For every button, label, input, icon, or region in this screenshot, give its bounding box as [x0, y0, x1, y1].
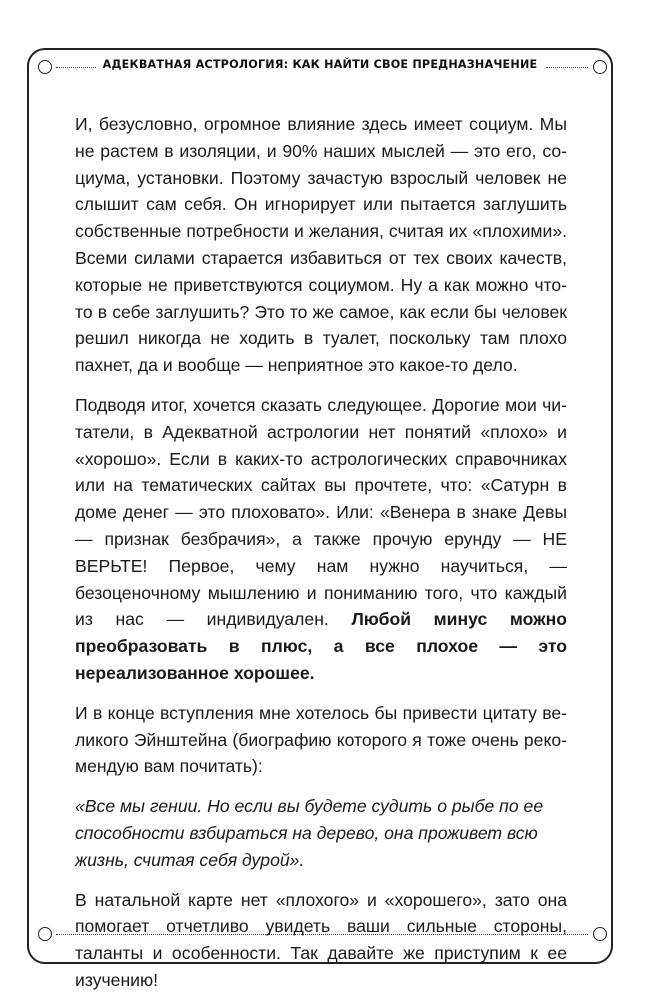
- binder-ring-top-right: [593, 60, 607, 74]
- binder-ring-bottom-right: [593, 927, 607, 941]
- binder-ring-top-left: [38, 60, 52, 74]
- paragraph-summary-text: Подводя итог, хочется сказать следующее. Дорогие мои читатели, в Адекватной астрологии нет понятий «плохо» и «хорошо». Если в каких-то астрологических справочниках или на тематических сайтах вы прочтете, что: «Сатурн в доме денег — это плоховато». Или: «Венера в знаке Девы — признак безбрачия», а также прочую ерунду — НЕ ВЕРЬТЕ! Первое, чему нам нужно научиться, — безоценочному мышлению и пониманию того, что каждый из нас — индивидуален.: [75, 394, 567, 630]
- paragraph-summary: [75, 392, 567, 687]
- page-body: [75, 111, 567, 1007]
- einstein-quote: «Все мы гении. Но если вы будете судить о рыбе по ее способности взбираться на дерево, она проживет всю жизнь, считая себя дурой».: [75, 796, 544, 870]
- binder-ring-bottom-left: [38, 927, 52, 941]
- paragraph-einstein-intro: И в конце вступления мне хотелось бы привести цитату великого Эйнштейна (биографию которого я тоже очень рекомендую вам почитать):: [75, 702, 567, 777]
- dotted-rule-top-left: [56, 67, 96, 68]
- paragraph-society: И, безусловно, огромное влияние здесь имеет социум. Мы не растем в изоляции, и 90% наших мыслей — это его, социума, установки. Поэтому зачастую взрослый человек не слышит сам себя. Он игнорирует или пытается заглушить собственные потребности и желания, считая их «плохими». Всеми силами старается избавиться от тех своих качеств, которые не приветствуются социумом. Ну а как можно что-то в себе заглушить? Это то же самое, как если бы человек решил никогда не ходить в туалет, поскольку там плохо пахнет, да и вообще — неприятное это какое-то дело.: [75, 114, 567, 376]
- paragraph-conclusion: В натальной карте нет «плохого» и «хорошего», зато она помогает отчетливо увидеть ваши сильные стороны, таланты и особенности. Так давайте же приступим к ее изучению!: [75, 889, 567, 990]
- running-header: АДЕКВАТНАЯ АСТРОЛОГИЯ: КАК НАЙТИ СВОЕ ПРЕДНАЗНАЧЕНИЕ: [102, 58, 538, 71]
- paragraph-summary-emphasis: Любой минус можно преобразовать в плюс, а все плохое — это нереализованное хорошее.: [75, 609, 567, 683]
- dotted-rule-top-right: [546, 67, 588, 68]
